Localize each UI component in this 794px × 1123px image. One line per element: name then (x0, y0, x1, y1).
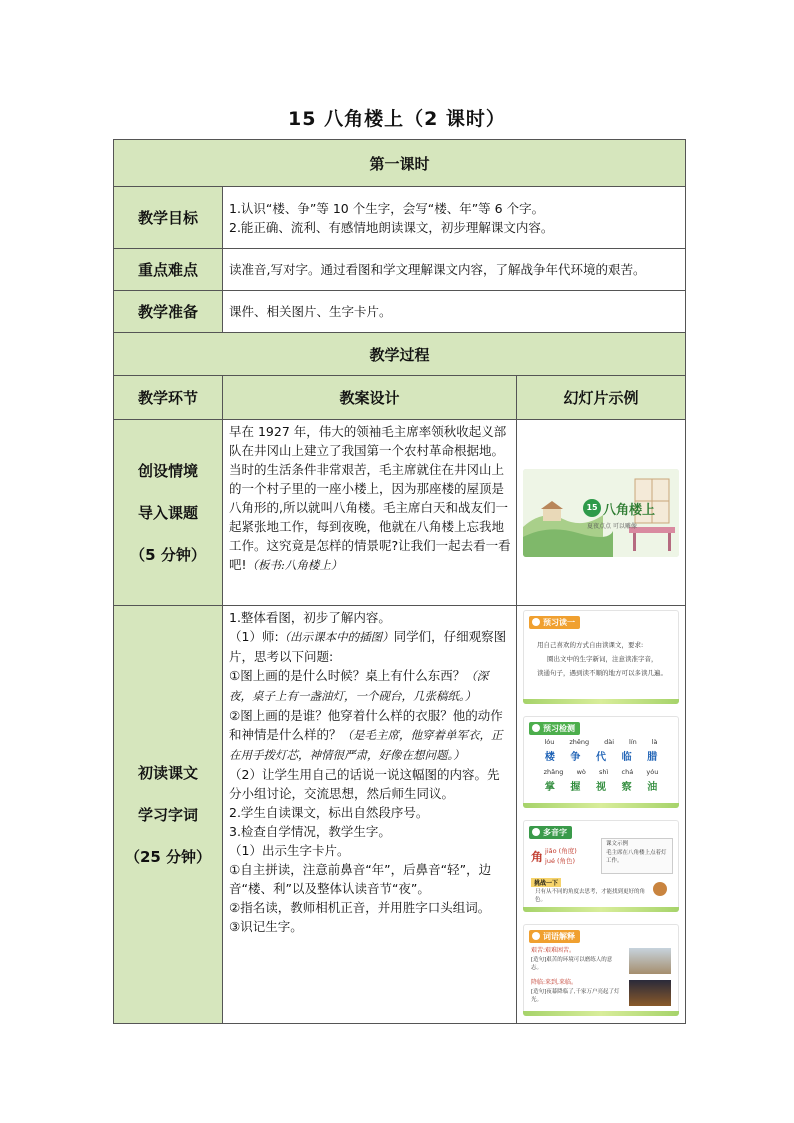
stage-1-name-1: 创设情境 (137, 461, 198, 480)
slide-1-tag-label: 预习读一 (543, 618, 576, 627)
stage-2-q1 (229, 666, 511, 706)
polyphonic-char: 角 (531, 850, 544, 864)
slide-4-footer-bar (523, 1011, 679, 1016)
goals-label: 教学目标 (114, 187, 223, 249)
slide-2-tag (529, 722, 580, 735)
slide-3-footer-bar (523, 907, 679, 912)
key-points-content: 读准音,写对字。通过看图和学文理解课文内容，了解战争年代环境的艰苦。 (223, 249, 686, 291)
reading-1: jiǎo (角度) (545, 847, 577, 855)
stage-2-name-1: 初读课文 (137, 763, 198, 782)
character: 楼 (544, 752, 555, 763)
col-header-stage: 教学环节 (114, 376, 223, 420)
goals-line-2: 2.能正确、流利、有感情地朗读课文，初步理解课文内容。 (229, 219, 554, 235)
check-icon (532, 724, 540, 732)
character: 腊 (647, 752, 658, 763)
stage-1-name-2: 导入课题 (137, 503, 198, 522)
character: 握 (570, 782, 581, 793)
stage-2-p2-lead: （1）师: (229, 629, 279, 644)
stage-2-design (223, 606, 517, 1024)
stage-2-p2 (229, 627, 511, 666)
lesson-number-badge: 15 (583, 499, 601, 517)
slide-1-tag (529, 616, 580, 629)
character: 临 (621, 752, 632, 763)
slide-1-line-2: 圈出文中的生字新词，注意读准字音， (547, 655, 658, 663)
prep-content: 课件、相关图片、生字卡片。 (223, 291, 686, 333)
character: 察 (621, 782, 632, 793)
slide-lesson-title: 八角楼上 (603, 502, 656, 518)
character: 掌 (544, 782, 555, 793)
stage-2-p4: 2.学生自读课文，标出自然段序号。 (229, 805, 429, 820)
slide-2-pinyin-row-1 (537, 738, 665, 746)
stage-2-p2-rest: 同学们，仔细观察图片，思考以下问题: (229, 629, 507, 664)
stage-2-p7: ①自主拼读，注意前鼻音“年”，后鼻音“轻”，边音“楼、利”以及整体认读音节“夜”。 (229, 862, 492, 896)
example-box-text: 毛主席在八角楼上点着灯工作。 (606, 850, 667, 864)
stage-1-time: （5 分钟） (130, 545, 206, 564)
example-box (601, 838, 673, 874)
slide-title-image (523, 469, 679, 557)
stage-2-p3: （2）让学生用自己的话说一说这幅图的内容。先分小组讨论，交流思想，然后师生同议。 (229, 767, 500, 801)
stage-1-slide-cell (517, 420, 686, 606)
challenge-text: 只有从不同的角度去思考，才能找到更好的角色。 (535, 889, 646, 903)
stage-2-q2-text: ②图上画的是谁？他穿着什么样的衣服？他的动作和神情是什么样的？ (229, 708, 503, 742)
challenge-label: 挑战一下 (531, 878, 561, 887)
pinyin: là (651, 738, 658, 746)
example-box-title: 课文示例 (606, 841, 629, 847)
stage-2-slide-cell (517, 606, 686, 1024)
stage-2-p9: ③识记生字。 (229, 919, 303, 934)
slide-2-pinyin-row-2 (537, 768, 665, 776)
stage-2-time: （25 分钟） (124, 847, 212, 866)
goals-content (223, 187, 686, 249)
slide-2-char-row-2 (537, 778, 665, 793)
desert-photo (629, 948, 671, 974)
slide-2-tag-label: 预习检测 (543, 724, 576, 733)
prep-label: 教学准备 (114, 291, 223, 333)
slide-1-line-1: 用自己喜欢的方式自由读课文，要求: (537, 641, 644, 649)
pinyin: shì (599, 768, 609, 776)
stage-1-design (223, 420, 517, 606)
stage-2-q1-note: （深夜，桌子上有一盏油灯，一个砚台，几张稿纸。） (229, 669, 489, 703)
character: 代 (596, 752, 606, 763)
goals-line-1: 1.认识“楼、争”等 10 个生字，会写“楼、年”等 6 个字。 (229, 200, 545, 216)
reading-2: jué (角色) (545, 857, 576, 865)
stage-1-board-note: （板书:八角楼上） (246, 558, 343, 572)
stage-2-p8: ②指名读，教师相机正音，并用胜字口头组词。 (229, 900, 491, 915)
slide-preview-reading (523, 610, 679, 704)
slide-2-footer-bar (523, 803, 679, 808)
process-title: 教学过程 (114, 333, 686, 376)
word-2: 降临:来到,来临。 (531, 979, 577, 986)
character: 油 (647, 782, 658, 793)
pinyin: chá (621, 768, 634, 776)
word-1: 艰苦:艰难困苦。 (531, 947, 576, 954)
slide-3-tag-label: 多音字 (543, 828, 568, 837)
key-points-label: 重点难点 (114, 249, 223, 291)
stage-2-p2-note: （出示课本中的插图） (278, 630, 394, 644)
stage-2-q2 (229, 706, 511, 765)
slide-preview-check (523, 716, 679, 808)
pinyin: lóu (544, 738, 555, 746)
slide-1-footer-bar (523, 699, 679, 704)
slide-polyphonic (523, 820, 679, 912)
title-slide-illustration (523, 469, 679, 557)
document-title: 15 八角楼上（2 课时） (288, 108, 506, 130)
stage-1-text: 早在 1927 年，伟大的领袖毛主席率领秋收起义部队在井冈山上建立了我国第一个农村革命根据地。当时的生活条件非常艰苦，毛主席就住在井冈山上的一个村子里的一座小楼上，因为那座楼的屋顶是八角形的,所以就叫八角楼。毛主席白天和战友们一起紧张地工作，每到夜晚，他就在八角楼上忘我地工作。这究竟是怎样的情景呢?让我们一起去看一看吧! (229, 424, 511, 572)
pinyin: zhǎng (543, 768, 564, 776)
night-city-photo (629, 980, 671, 1006)
slide-1-line-3: 读通句子，遇到读不顺的地方可以多读几遍。 (537, 669, 668, 677)
slide-4-tag-label: 词语解释 (543, 932, 576, 941)
star-icon (532, 828, 540, 836)
word-1-example: [造句]艰苦的环境可以磨练人的意志。 (531, 957, 613, 971)
stage-2-name-2: 学习字词 (137, 805, 198, 824)
pinyin: lín (629, 738, 637, 746)
character: 视 (596, 782, 606, 793)
slide-word-explanation (523, 924, 679, 1016)
section-title-first-lesson: 第一课时 (114, 140, 686, 187)
pinyin: zhēng (569, 738, 590, 746)
pinyin: wò (576, 768, 586, 776)
book-icon (532, 932, 540, 940)
stage-2-p6: （1）出示生字卡片。 (229, 843, 350, 858)
stage-2-q2-note: （是毛主席，他穿着单军衣，正在用手拨灯芯，神情很严肃，好像在想问题。） (229, 728, 503, 762)
col-header-design: 教案设计 (223, 376, 517, 420)
pinyin: dài (604, 738, 615, 746)
character: 争 (570, 752, 581, 763)
slide-2-char-row-1 (537, 748, 665, 763)
stage-2-p5: 3.检查自学情况，教学生字。 (229, 824, 391, 839)
stage-2-p1: 1.整体看图，初步了解内容。 (229, 610, 391, 625)
book-icon (532, 618, 540, 626)
word-2-example: [造句]夜幕降临了,千家万户亮起了灯光。 (531, 989, 620, 1003)
pinyin: yóu (646, 768, 659, 776)
col-header-slide: 幻灯片示例 (517, 376, 686, 420)
bear-mascot-icon (653, 882, 667, 896)
slide-3-tag (529, 826, 572, 839)
slide-caption: 夏夜点点 可以雕像 (587, 522, 637, 530)
slide-4-tag (529, 930, 580, 943)
stage-1-label (114, 420, 223, 606)
stage-2-label (114, 606, 223, 1024)
lesson-plan-table (113, 139, 686, 1024)
stage-2-q1-text: ①图上画的是什么时候？桌上有什么东西？ (229, 668, 466, 683)
